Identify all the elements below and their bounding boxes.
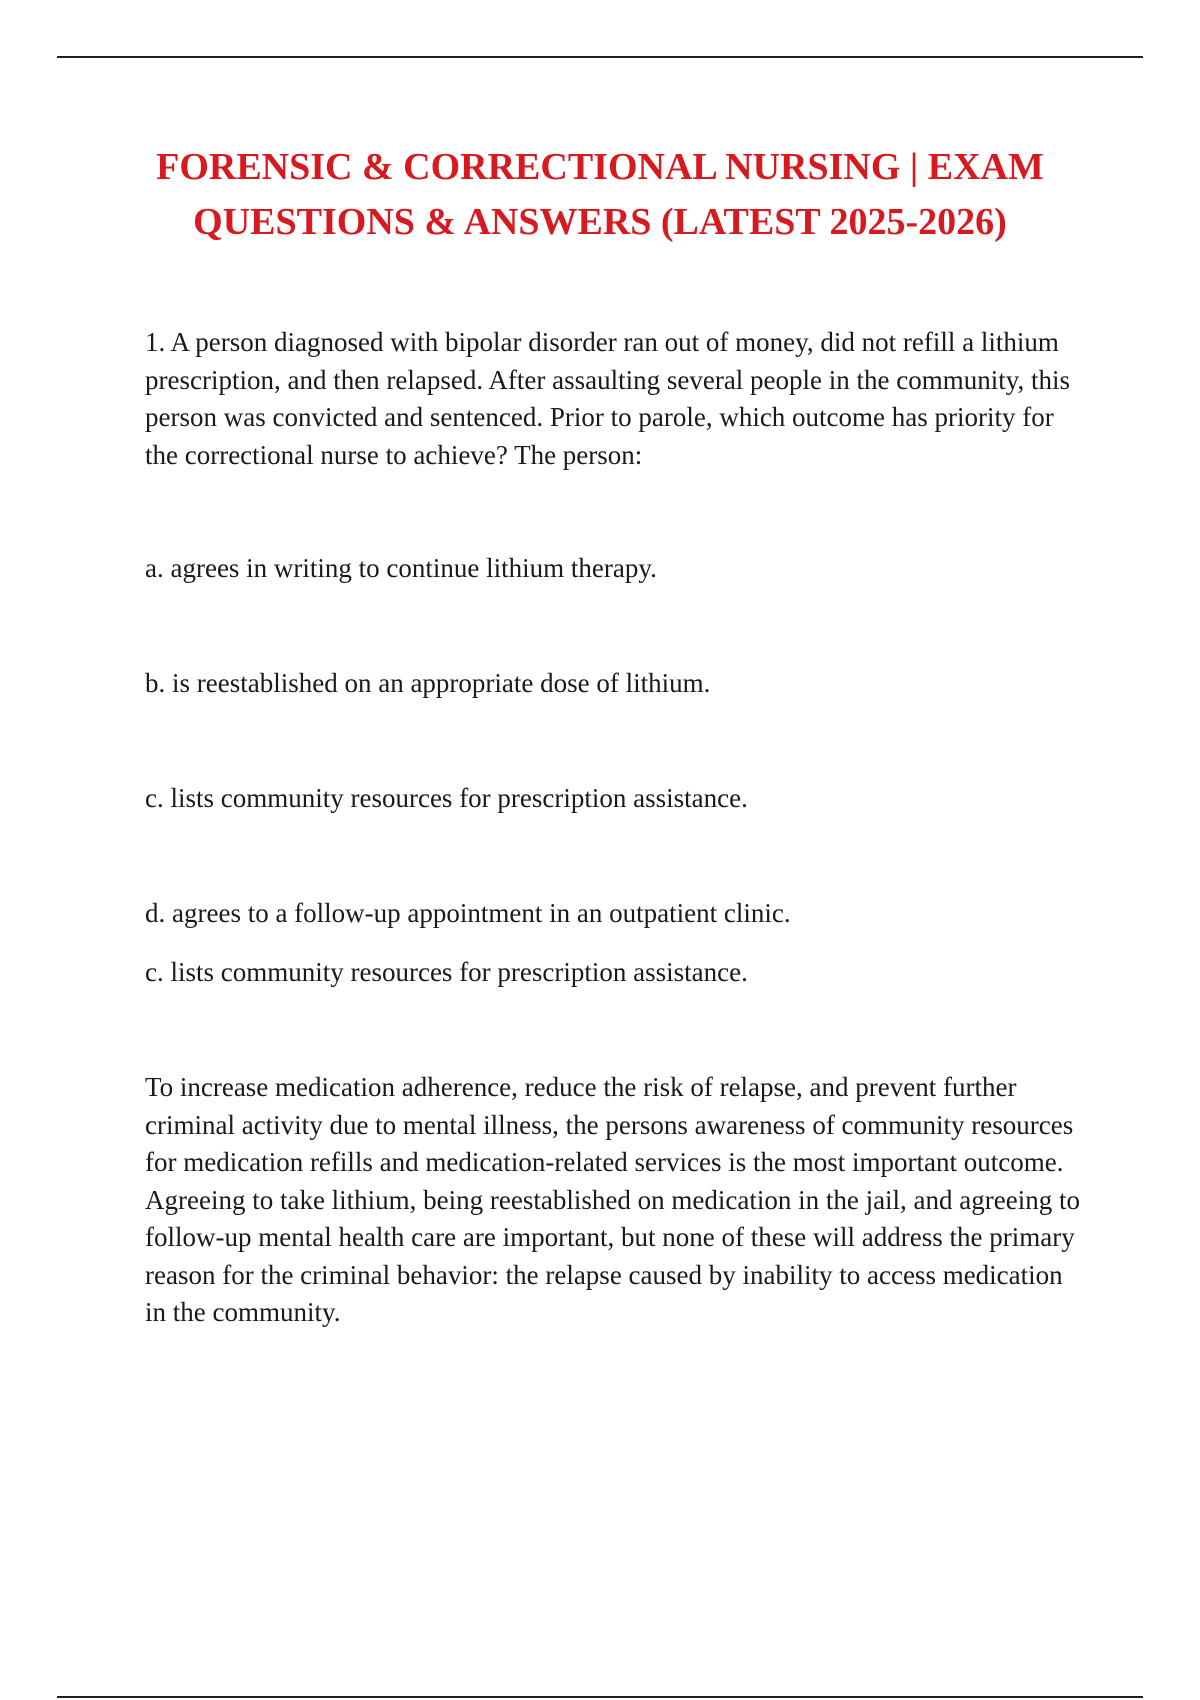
option-d: d. agrees to a follow-up appointment in an outpatient clinic. [145, 898, 791, 928]
document-title: FORENSIC & CORRECTIONAL NURSING | EXAM QUESTIONS & ANSWERS (LATEST 2025-2026) [156, 146, 1044, 243]
top-divider [57, 56, 1143, 58]
question-text: 1. A person diagnosed with bipolar disorder ran out of money, did not refill a lithium prescription, and then relapsed. After assaulting several people in the community, this person was convicted and sentenced. Prior to parole, which outcome has priority for the correctional nurse to achieve? The person: [145, 327, 1071, 470]
option-a: a. agrees in writing to continue lithium therapy. [145, 553, 657, 583]
option-b: b. is reestablished on an appropriate dose of lithium. [145, 668, 711, 698]
rationale-text: To increase medication adherence, reduce the risk of relapse, and prevent further criminal activity due to mental illness, the persons awareness of community resources for medication refills and medication-related services is the most important outcome. Agreeing to take lithium, being reestablished on medication in the jail, and agreeing to follow-up mental health care are important, but none of these will address the primary reason for the criminal behavior: the relapse caused by inability to access medication in the community. [145, 1072, 1080, 1327]
option-c: c. lists community resources for prescription assistance. [145, 783, 748, 813]
bottom-divider [57, 1696, 1143, 1698]
correct-answer: c. lists community resources for prescription assistance. [145, 957, 748, 987]
